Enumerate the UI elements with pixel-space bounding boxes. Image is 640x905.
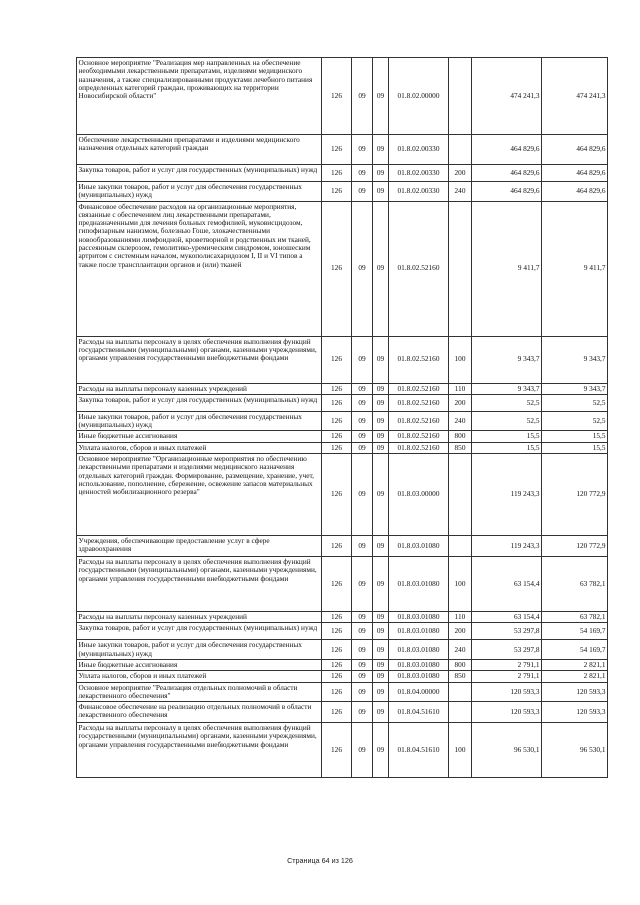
table-row — [77, 336, 608, 383]
table-row — [77, 723, 608, 778]
table-row — [77, 623, 608, 640]
row-subsection: 09 — [373, 536, 389, 557]
row-grbs: 126 — [322, 623, 352, 640]
row-subsection: 09 — [373, 612, 389, 623]
row-subsection: 09 — [373, 671, 389, 682]
row-subsection: 09 — [373, 394, 389, 411]
row-subsection: 09 — [373, 659, 389, 670]
row-name: Расходы на выплаты персоналу казенных учреждений — [77, 612, 322, 623]
row-section: 09 — [352, 702, 373, 723]
row-expense-type — [449, 682, 472, 702]
table-row — [77, 640, 608, 660]
table-row — [77, 431, 608, 442]
row-amount-year1: 464 829,6 — [472, 135, 542, 165]
row-subsection: 09 — [373, 182, 389, 202]
row-amount-year1: 464 829,6 — [472, 165, 542, 182]
row-subsection: 09 — [373, 431, 389, 442]
row-amount-year1: 63 154,4 — [472, 557, 542, 612]
row-grbs: 126 — [322, 682, 352, 702]
row-expense-type — [449, 201, 472, 336]
row-amount-year1: 2 791,1 — [472, 671, 542, 682]
row-target-article: 01.8.03.01080 — [389, 659, 449, 670]
row-section: 09 — [352, 671, 373, 682]
row-expense-type: 850 — [449, 671, 472, 682]
table-row — [77, 201, 608, 336]
row-target-article: 01.8.03.01080 — [389, 557, 449, 612]
row-grbs: 126 — [322, 336, 352, 383]
table-row — [77, 702, 608, 723]
row-expense-type: 850 — [449, 442, 472, 453]
row-section: 09 — [352, 623, 373, 640]
row-expense-type: 200 — [449, 394, 472, 411]
row-grbs: 126 — [322, 135, 352, 165]
row-amount-year1: 9 411,7 — [472, 201, 542, 336]
row-expense-type: 240 — [449, 640, 472, 660]
row-expense-type — [449, 702, 472, 723]
row-grbs: 126 — [322, 671, 352, 682]
row-section: 09 — [352, 536, 373, 557]
row-name: Расходы на выплаты персоналу в целях обеспечения выполнения функций государственными (муниципальными) органами, казенными учреждениями, органами управления государственными внебюджетными фондами — [77, 557, 322, 612]
row-grbs: 126 — [322, 411, 352, 431]
page-number: Страница 64 из 126 — [287, 856, 353, 865]
row-section: 09 — [352, 394, 373, 411]
row-expense-type: 240 — [449, 411, 472, 431]
row-amount-year1: 120 593,3 — [472, 702, 542, 723]
row-subsection: 09 — [373, 723, 389, 778]
row-grbs: 126 — [322, 165, 352, 182]
row-target-article: 01.8.02.52160 — [389, 383, 449, 394]
row-section: 09 — [352, 612, 373, 623]
row-amount-year1: 52,5 — [472, 394, 542, 411]
row-name: Учреждения, обеспечивающие предоставление услуг в сфере здравоохранения — [77, 536, 322, 557]
row-name: Иные закупки товаров, работ и услуг для обеспечения государственных (муниципальных) нужд — [77, 411, 322, 431]
row-name: Уплата налогов, сборов и иных платежей — [77, 442, 322, 453]
row-name: Основное мероприятие "Организационные мероприятия по обеспечению лекарственными препаратами и изделиями медицинского назначения отдельных категорий граждан. Формирование, размещение, хранение, учет, использование, пополнение, сбережение, освежение запасов материальных ценностей мобилизационного резерва" — [77, 454, 322, 536]
row-target-article: 01.8.03.01080 — [389, 640, 449, 660]
row-name: Иные закупки товаров, работ и услуг для обеспечения государственных (муниципальных) нужд — [77, 640, 322, 660]
row-target-article: 01.8.02.52160 — [389, 442, 449, 453]
row-amount-year2: 96 530,1 — [542, 723, 608, 778]
row-section: 09 — [352, 201, 373, 336]
row-grbs: 126 — [322, 612, 352, 623]
table-row — [77, 454, 608, 536]
row-name: Закупка товаров, работ и услуг для государственных (муниципальных) нужд — [77, 394, 322, 411]
row-expense-type — [449, 135, 472, 165]
row-target-article: 01.8.04.00000 — [389, 682, 449, 702]
row-expense-type: 100 — [449, 336, 472, 383]
table-row — [77, 135, 608, 165]
row-section: 09 — [352, 431, 373, 442]
row-subsection: 09 — [373, 165, 389, 182]
row-grbs: 126 — [322, 454, 352, 536]
row-expense-type — [449, 58, 472, 135]
row-amount-year2: 54 169,7 — [542, 623, 608, 640]
row-amount-year2: 15,5 — [542, 431, 608, 442]
row-name: Уплата налогов, сборов и иных платежей — [77, 671, 322, 682]
row-subsection: 09 — [373, 454, 389, 536]
row-name: Иные бюджетные ассигнования — [77, 431, 322, 442]
row-grbs: 126 — [322, 702, 352, 723]
row-section: 09 — [352, 442, 373, 453]
row-subsection: 09 — [373, 135, 389, 165]
row-expense-type: 100 — [449, 723, 472, 778]
row-amount-year2: 474 241,3 — [542, 58, 608, 135]
row-amount-year2: 120 772,9 — [542, 536, 608, 557]
row-target-article: 01.8.03.01080 — [389, 612, 449, 623]
row-amount-year2: 120 772,9 — [542, 454, 608, 536]
row-subsection: 09 — [373, 201, 389, 336]
row-name: Иные бюджетные ассигнования — [77, 659, 322, 670]
row-expense-type: 100 — [449, 557, 472, 612]
row-section: 09 — [352, 135, 373, 165]
row-name: Основное мероприятие "Реализация отдельных полномочий в области лекарственного обеспечения" — [77, 682, 322, 702]
table-row — [77, 165, 608, 182]
row-grbs: 126 — [322, 201, 352, 336]
table-row — [77, 536, 608, 557]
row-section: 09 — [352, 723, 373, 778]
row-amount-year1: 9 343,7 — [472, 336, 542, 383]
row-grbs: 126 — [322, 394, 352, 411]
row-amount-year1: 15,5 — [472, 431, 542, 442]
row-name: Закупка товаров, работ и услуг для государственных (муниципальных) нужд — [77, 623, 322, 640]
row-name: Финансовое обеспечение расходов на организационные мероприятия, связанные с обеспечением лиц лекарственными препаратами, предназначенными для лечения больных гемофилией, муковисцидозом, гипофизарным нанизмом, болезнью Гоше, злокачественными новообразованиями лимфоидной, кроветворной и родственных им тканей, рассеянным склерозом, гемолитико-уремическим синдромом, юношеским артритом с системным началом, мукополисахаридозом I, II и VI типов а также после трансплантации органов и (или) тканей — [77, 201, 322, 336]
row-subsection: 09 — [373, 557, 389, 612]
row-name: Иные закупки товаров, работ и услуг для обеспечения государственных (муниципальных) нужд — [77, 182, 322, 202]
row-expense-type: 200 — [449, 165, 472, 182]
row-amount-year1: 53 297,8 — [472, 623, 542, 640]
row-amount-year2: 54 169,7 — [542, 640, 608, 660]
row-subsection: 09 — [373, 411, 389, 431]
row-amount-year1: 96 530,1 — [472, 723, 542, 778]
row-amount-year1: 464 829,6 — [472, 182, 542, 202]
row-target-article: 01.8.03.01080 — [389, 671, 449, 682]
row-section: 09 — [352, 383, 373, 394]
row-name: Расходы на выплаты персоналу в целях обеспечения выполнения функций государственными (муниципальными) органами, казенными учреждениями, органами управления государственными внебюджетными фондами — [77, 336, 322, 383]
row-subsection: 09 — [373, 623, 389, 640]
row-amount-year2: 63 782,1 — [542, 557, 608, 612]
row-section: 09 — [352, 411, 373, 431]
row-section: 09 — [352, 454, 373, 536]
row-subsection: 09 — [373, 383, 389, 394]
row-name: Обеспечение лекарственными препаратами и изделиями медицинского назначения отдельных категорий граждан — [77, 135, 322, 165]
row-amount-year1: 119 243,3 — [472, 536, 542, 557]
row-expense-type: 240 — [449, 182, 472, 202]
row-target-article: 01.8.03.01080 — [389, 623, 449, 640]
row-section: 09 — [352, 58, 373, 135]
row-amount-year2: 15,5 — [542, 442, 608, 453]
row-section: 09 — [352, 165, 373, 182]
table-row — [77, 612, 608, 623]
row-grbs: 126 — [322, 383, 352, 394]
row-amount-year1: 474 241,3 — [472, 58, 542, 135]
row-expense-type — [449, 454, 472, 536]
row-amount-year2: 2 821,1 — [542, 671, 608, 682]
row-subsection: 09 — [373, 702, 389, 723]
row-amount-year1: 15,5 — [472, 442, 542, 453]
row-grbs: 126 — [322, 640, 352, 660]
row-subsection: 09 — [373, 442, 389, 453]
row-target-article: 01.8.02.52160 — [389, 336, 449, 383]
row-target-article: 01.8.02.00330 — [389, 135, 449, 165]
row-amount-year2: 9 411,7 — [542, 201, 608, 336]
row-subsection: 09 — [373, 58, 389, 135]
table-row — [77, 58, 608, 135]
budget-table — [76, 57, 608, 778]
row-target-article: 01.8.04.51610 — [389, 702, 449, 723]
table-row — [77, 659, 608, 670]
row-amount-year2: 120 593,3 — [542, 702, 608, 723]
row-amount-year1: 120 593,3 — [472, 682, 542, 702]
row-subsection: 09 — [373, 336, 389, 383]
table-row — [77, 557, 608, 612]
row-grbs: 126 — [322, 723, 352, 778]
row-amount-year1: 119 243,3 — [472, 454, 542, 536]
row-name: Основное мероприятие "Реализация мер направленных на обеспечение необходимыми лекарственными препаратами, изделиями медицинского назначения, а также специализированными продуктами лечебного питания определенных категорий граждан, проживающих на территории Новосибирской области" — [77, 58, 322, 135]
row-name: Расходы на выплаты персоналу в целях обеспечения выполнения функций государственными (муниципальными) органами, казенными учреждениями, органами управления государственными внебюджетными фондами — [77, 723, 322, 778]
row-target-article: 01.8.03.01080 — [389, 536, 449, 557]
row-amount-year2: 464 829,6 — [542, 165, 608, 182]
row-grbs: 126 — [322, 431, 352, 442]
row-amount-year2: 464 829,6 — [542, 135, 608, 165]
row-subsection: 09 — [373, 682, 389, 702]
row-target-article: 01.8.02.52160 — [389, 411, 449, 431]
row-section: 09 — [352, 640, 373, 660]
table-row — [77, 671, 608, 682]
row-grbs: 126 — [322, 536, 352, 557]
row-amount-year1: 53 297,8 — [472, 640, 542, 660]
row-amount-year2: 52,5 — [542, 394, 608, 411]
row-section: 09 — [352, 182, 373, 202]
row-expense-type: 110 — [449, 612, 472, 623]
row-grbs: 126 — [322, 58, 352, 135]
row-amount-year2: 464 829,6 — [542, 182, 608, 202]
row-grbs: 126 — [322, 557, 352, 612]
table-row — [77, 442, 608, 453]
row-amount-year2: 2 821,1 — [542, 659, 608, 670]
row-target-article: 01.8.02.52160 — [389, 201, 449, 336]
row-target-article: 01.8.02.00330 — [389, 182, 449, 202]
row-name: Финансовое обеспечение на реализацию отдельных полномочий в области лекарственного обеспечения — [77, 702, 322, 723]
row-name: Закупка товаров, работ и услуг для государственных (муниципальных) нужд — [77, 165, 322, 182]
row-amount-year2: 52,5 — [542, 411, 608, 431]
table-row — [77, 394, 608, 411]
row-amount-year2: 9 343,7 — [542, 383, 608, 394]
row-section: 09 — [352, 659, 373, 670]
row-target-article: 01.8.04.51610 — [389, 723, 449, 778]
row-name: Расходы на выплаты персоналу казенных учреждений — [77, 383, 322, 394]
row-target-article: 01.8.03.00000 — [389, 454, 449, 536]
row-amount-year2: 63 782,1 — [542, 612, 608, 623]
row-amount-year1: 63 154,4 — [472, 612, 542, 623]
row-target-article: 01.8.02.52160 — [389, 431, 449, 442]
row-target-article: 01.8.02.00000 — [389, 58, 449, 135]
row-subsection: 09 — [373, 640, 389, 660]
row-grbs: 126 — [322, 182, 352, 202]
table-row — [77, 182, 608, 202]
row-grbs: 126 — [322, 659, 352, 670]
row-amount-year1: 2 791,1 — [472, 659, 542, 670]
row-expense-type: 110 — [449, 383, 472, 394]
row-section: 09 — [352, 557, 373, 612]
row-expense-type: 800 — [449, 659, 472, 670]
row-section: 09 — [352, 336, 373, 383]
row-amount-year2: 9 343,7 — [542, 336, 608, 383]
row-amount-year1: 52,5 — [472, 411, 542, 431]
row-target-article: 01.8.02.52160 — [389, 394, 449, 411]
row-amount-year1: 9 343,7 — [472, 383, 542, 394]
table-row — [77, 383, 608, 394]
table-row — [77, 411, 608, 431]
row-expense-type — [449, 536, 472, 557]
row-grbs: 126 — [322, 442, 352, 453]
row-amount-year2: 120 593,3 — [542, 682, 608, 702]
row-expense-type: 800 — [449, 431, 472, 442]
table-row — [77, 682, 608, 702]
row-target-article: 01.8.02.00330 — [389, 165, 449, 182]
row-section: 09 — [352, 682, 373, 702]
row-expense-type: 200 — [449, 623, 472, 640]
